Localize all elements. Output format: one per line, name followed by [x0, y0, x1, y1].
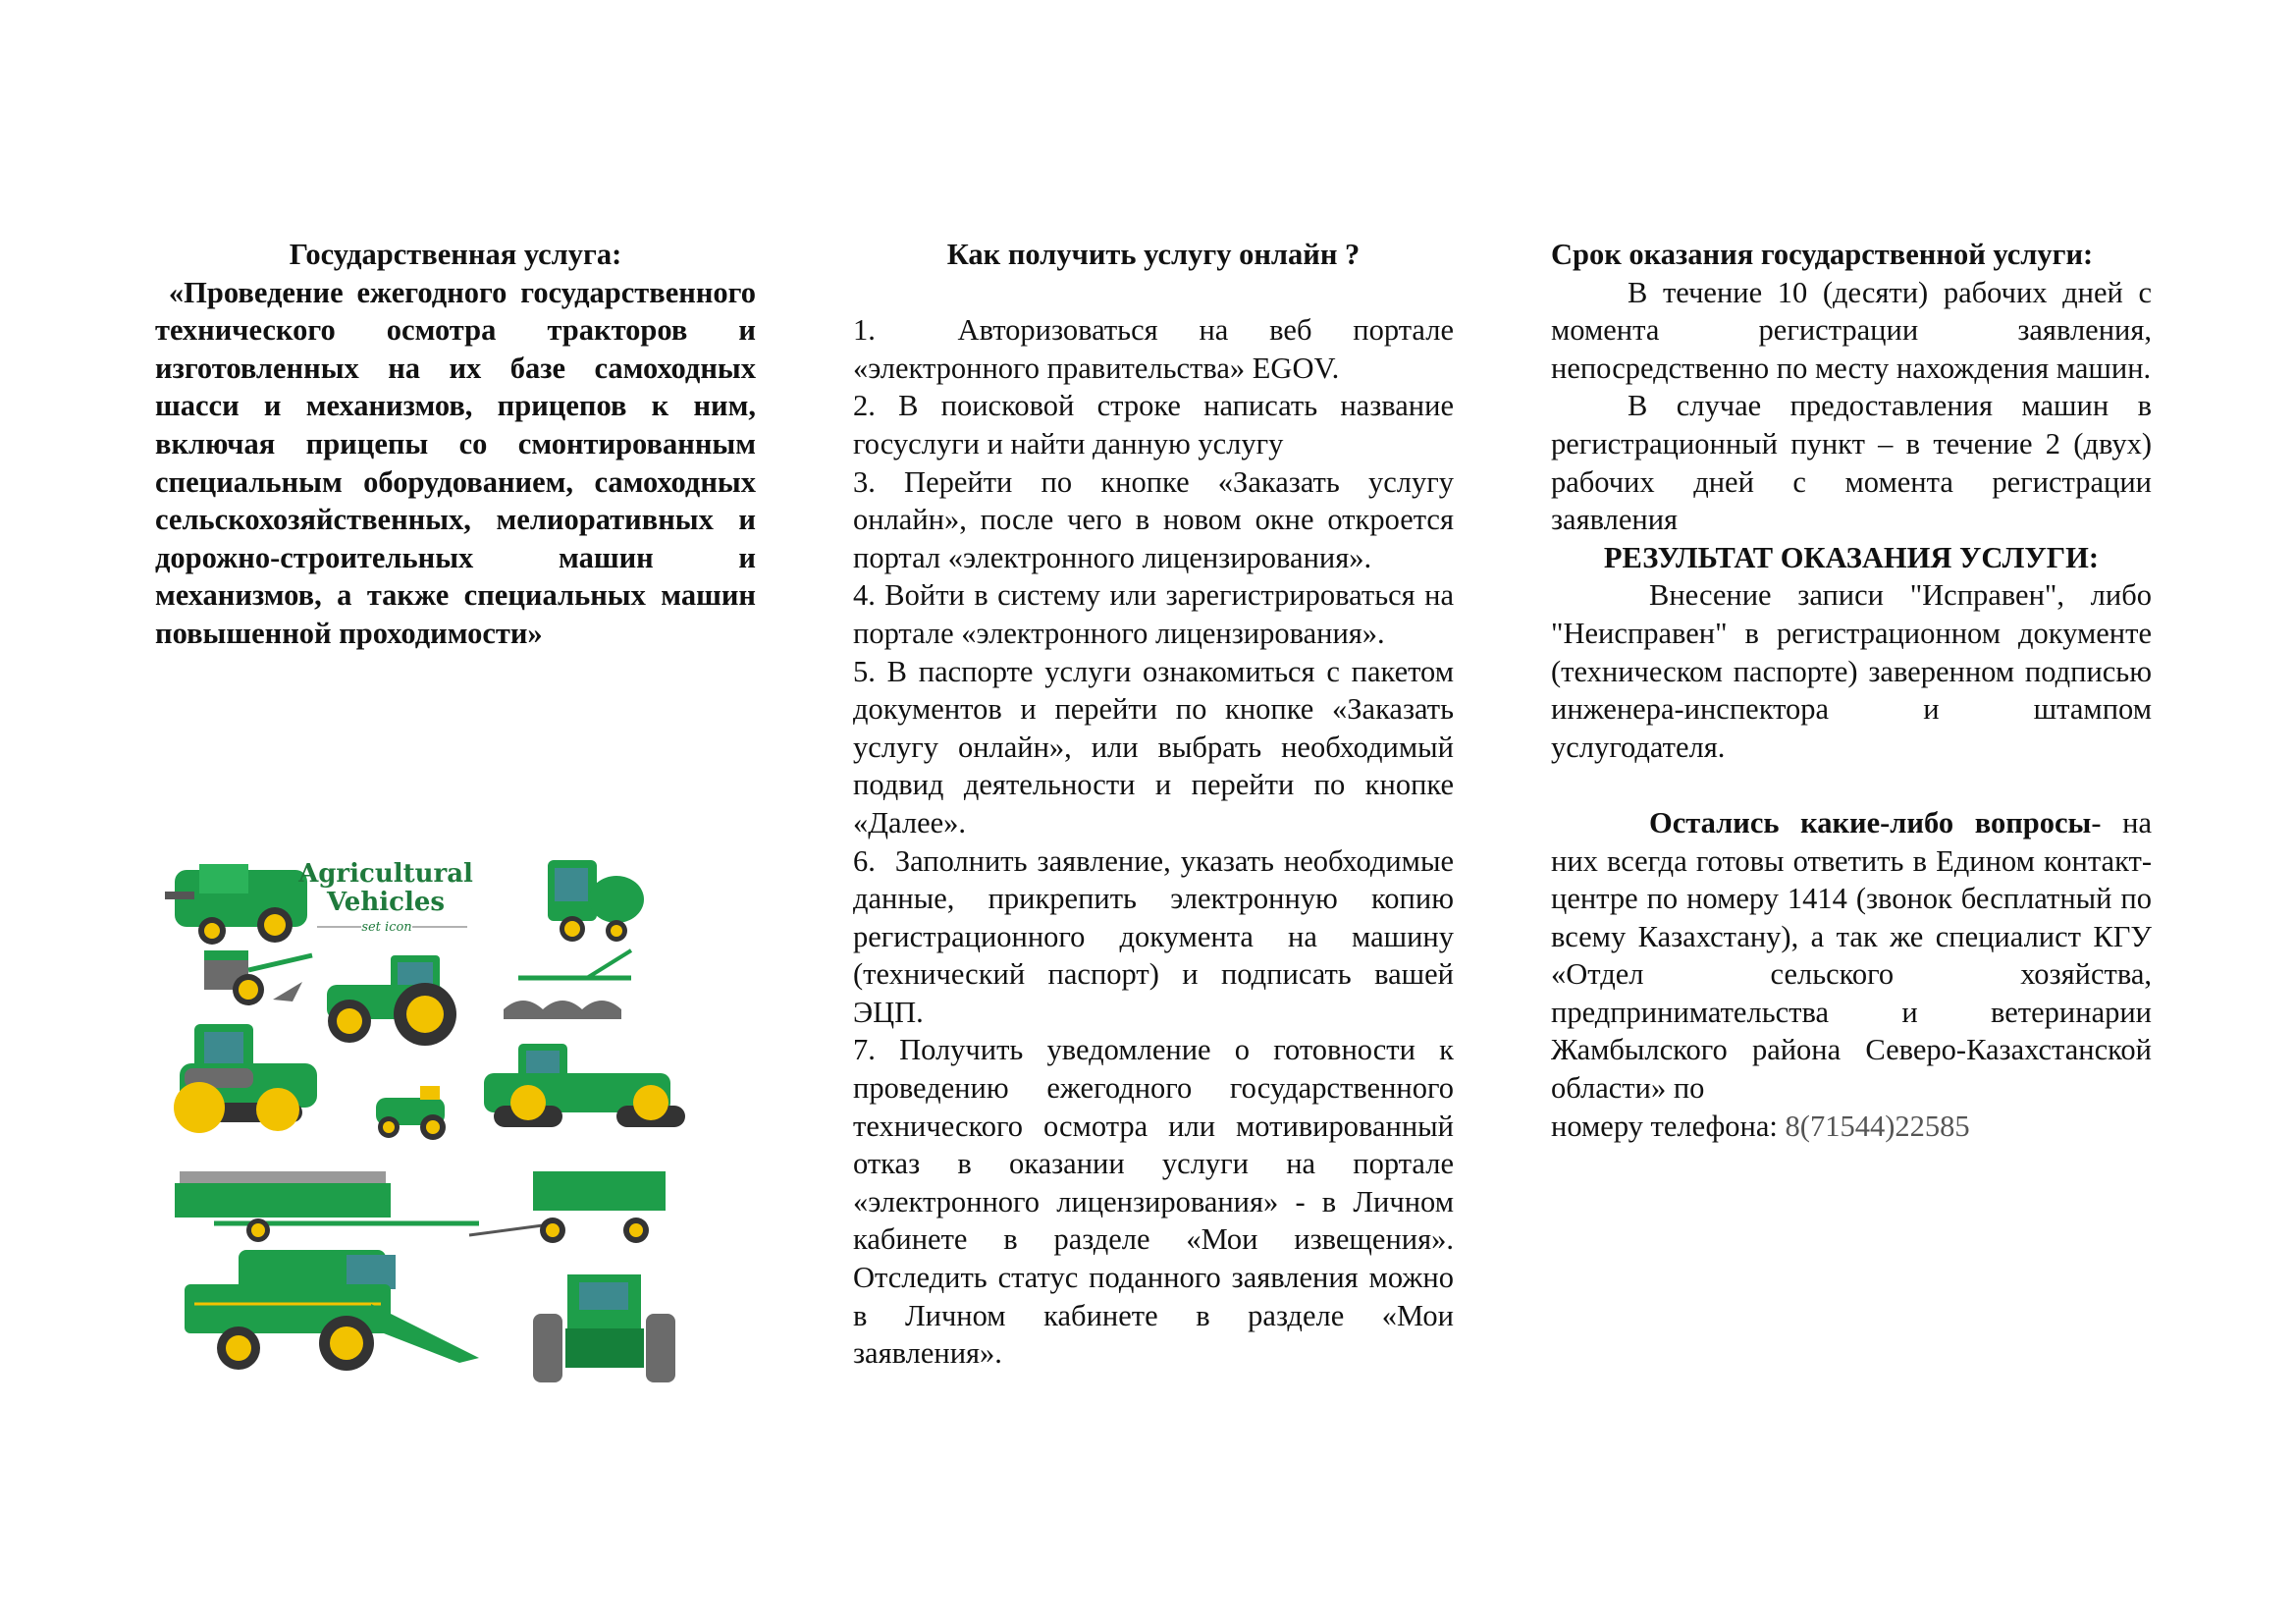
cart-trailer-icon	[469, 1171, 666, 1243]
questions-paragraph	[1551, 804, 2152, 1108]
service-name: «Проведение ежегодного государственного технического осмотра тракторов и изготовленных на их базе самоходных шасси и механизмов, прицепов к ним, включая прицепы со смонтированным специальным оборудованием, самоходных сельскохозяйственных, мелиоративных и дорожно-строительных машин и механизмов, а также специальных машин повышенной проходимости»	[155, 275, 764, 650]
step-4: 4. Войти в систему или зарегистрироваться на портале «электронного лицензирования».	[853, 578, 1454, 650]
cab-baler-icon	[548, 860, 644, 942]
baler-icon	[165, 864, 307, 945]
illustration-title-1: Agricultural	[298, 859, 473, 889]
header-trailer-icon	[175, 1171, 479, 1242]
tractor-icon	[327, 955, 456, 1046]
tractor-front-view-icon	[533, 1274, 675, 1382]
walk-behind-tractor-icon	[204, 950, 312, 1005]
illustration-subtitle: set icon	[361, 920, 412, 935]
step-2: 2. В поисковой строке написать название госуслуги и найти данную услугу	[853, 389, 1454, 460]
plow-icon	[504, 950, 631, 1019]
agricultural-vehicles-illustration	[155, 833, 710, 1392]
result-title: РЕЗУЛЬТАТ ОКАЗАНИЯ УСЛУГИ:	[1603, 540, 2100, 574]
vehicles-image	[155, 833, 710, 1392]
terms-column	[1551, 236, 2152, 1145]
online-steps-column	[853, 236, 1462, 1373]
phone-number: 8(71544)22585	[1785, 1109, 1970, 1143]
illustration-title-2: Vehicles	[327, 888, 445, 917]
service-title: Государственная услуга:	[289, 238, 622, 271]
step-1: 1. Авторизоваться на веб портале «электронного правительства» EGOV.	[853, 313, 1462, 385]
questions-heading: Остались какие-либо вопросы	[1649, 805, 2092, 839]
step-5: 5. В паспорте услуги ознакомиться с пакетом документов и перейти по кнопке «Заказать услугу онлайн», или выбрать необходимый подвид деятельности и перейти по кнопке «Далее».	[853, 654, 1454, 839]
phone-line	[1551, 1108, 2152, 1146]
term-paragraph-2: В случае предоставления машин в регистрационный пункт – в течение 2 (двух) рабочих дней с момента регистрации заявления	[1551, 389, 2152, 537]
phone-label: номеру телефона:	[1551, 1109, 1786, 1143]
step-6: 6. Заполнить заявление, указать необходимые данные, прикрепить электронную копию регистрационного документа на машину (технический паспорт) и подписать вашей ЭЦП.	[853, 843, 1462, 1029]
term-paragraph-1: В течение 10 (десяти) рабочих дней с момента регистрации заявления, непосредственно по месту нахождения машин.	[1551, 275, 2152, 385]
step-7: 7. Получить уведомление о готовности к проведению ежегодного государственного технического осмотра или мотивированный отказ в оказании услуги на портале «электронного лицензирования» - в Личном кабинете в разделе «Мои извещения». Отследить статус поданного заявления можно в Личном кабинете в разделе «Мои заявления».	[853, 1033, 1454, 1371]
combine-harvester-icon	[185, 1250, 479, 1371]
service-column	[155, 236, 764, 653]
track-tractor-icon	[484, 1044, 685, 1127]
crawler-tractor-icon	[174, 1024, 317, 1133]
result-text: Внесение записи "Исправен", либо "Неисправен" в регистрационном документе (техническом паспорте) заверенном подписью инженера-инспектора и штампом услугодателя.	[1551, 578, 2152, 764]
lawn-mower-icon	[376, 1086, 446, 1140]
online-steps-title: Как получить услугу онлайн ?	[946, 238, 1361, 271]
term-title: Срок оказания государственной услуги:	[1551, 238, 2094, 271]
step-3: 3. Перейти по кнопке «Заказать услугу онлайн», после чего в новом окне откроется портал «электронного лицензирования».	[853, 464, 1454, 574]
questions-text: - на них всегда готовы ответить в Едином контакт-центре по номеру 1414 (звонок бесплатный по всему Казахстану), а так же специалист КГУ «Отдел сельского хозяйства, предпринимательства и ветеринарии Жамбылского района Северо-Казахстанской области» по	[1551, 805, 2152, 1106]
